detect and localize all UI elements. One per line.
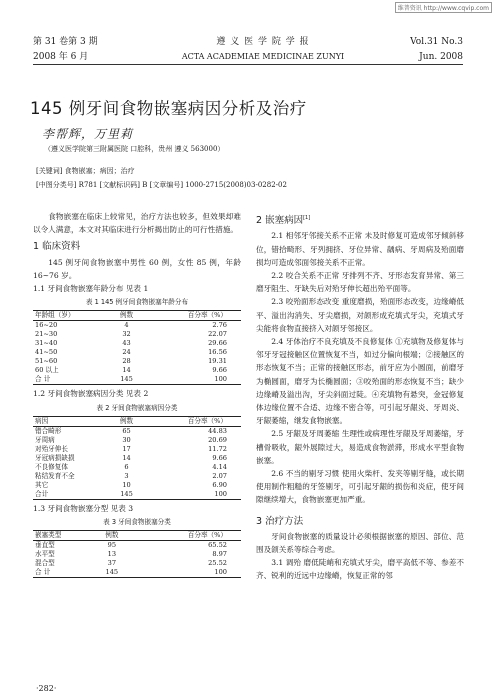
table-cell: 145 — [111, 490, 142, 500]
table-cell: 水平型 — [35, 550, 55, 559]
table-row — [33, 357, 241, 366]
table-cell: 3 — [124, 471, 129, 480]
table-row — [33, 348, 241, 357]
section-2-title: 2 嵌塞病因 — [256, 215, 304, 227]
table-2-caption: 表 2 牙间食物嵌塞病因分类 — [96, 403, 178, 412]
journal-date-en: Jun. 2008 — [419, 52, 463, 62]
table-cell: 不良修复体 — [35, 462, 68, 471]
table-cell: 6 — [124, 462, 129, 471]
table-cell: 43 — [122, 339, 131, 348]
right-column — [256, 212, 464, 583]
table-cell: 16~20 — [35, 321, 58, 330]
intro-paragraph: 食物嵌塞在临床上较常见，治疗方法也较多，但效果却难以令人满意，本文对其临床进行分析揭出防止的可行性措施。 — [33, 212, 241, 235]
table-row — [33, 559, 241, 568]
para-2-6: 2.6 不当的剔牙习惯 使用火柴杆、发夹等剔牙缝，或长期使用制作粗糙的牙签剔牙，可引起牙龈的损伤和炎症，使牙间隙继续增大，食物嵌塞更加严重。 — [256, 469, 464, 505]
page-number: ·282· — [36, 684, 57, 693]
table-cell: 2.76 — [212, 321, 227, 330]
table-cell: 51~60 — [35, 357, 58, 366]
table-cell: 65.52 — [208, 541, 227, 550]
journal-name-en: ACTA ACADEMIAE MEDICINAE ZUNYI — [181, 52, 345, 61]
table-cell: 混合型 — [35, 559, 55, 568]
table-cell: 错合畸形 — [35, 426, 62, 435]
table-row — [33, 472, 241, 481]
table-header: 百分率（%） — [142, 311, 241, 321]
table-header: 病因 — [33, 416, 111, 426]
table-cell: 合 计 — [33, 375, 111, 385]
table-cell: 21~30 — [35, 330, 58, 339]
table-cell: 14 — [122, 453, 131, 462]
table-cell: 37 — [107, 559, 117, 568]
section-2-heading — [256, 212, 464, 227]
para-2-2: 2.2 咬合关系不正常 牙排列不齐、牙形态发育异常、第三磨牙阻生、牙缺失后对殆牙伸长超出殆平面等。 — [256, 270, 464, 294]
table-row — [33, 550, 241, 559]
journal-volume: 第 31 卷第 3 期 — [33, 37, 98, 47]
table-cell: 牙周病 — [35, 435, 55, 444]
table-header: 百分率（%） — [129, 531, 241, 541]
classification: [中图分类号] R781 [文献标识码] B [文章编号] 1000-2715(2008)03-0282-02 — [36, 181, 287, 189]
table-row — [33, 339, 241, 348]
table-cell: 粘结发育不全 — [35, 471, 75, 480]
para-2-3: 2.3 咬殆面形态改变 重度磨损，殆面形态改变，边缘嵴低平、溢出沟消失、牙尖磨损，对颌形成充填式牙尖，充填式牙尖能将食物直接挤入对颌牙邻接区。 — [256, 297, 464, 333]
table-cell: 13 — [107, 550, 117, 559]
para-2-1: 2.1 相邻牙邻接关系不正常 未及时修复可造成邻牙倾斜移位，错拾畸形、牙列拥挤、牙位异常、龋病、牙周病及殆面磨损均可造成邻面邻接关系不正常。 — [256, 231, 464, 267]
subsection-1-3: 1.3 牙间食物嵌塞分型 见表 3 — [33, 503, 134, 513]
para-2-5: 2.5 牙龈及牙周萎缩 生理性或病理性牙龈及牙周萎缩，牙槽骨吸收，龈外展隙过大，易造成食物淤滞，形成水平型食物嵌塞。 — [256, 429, 464, 465]
table-cell: 20.69 — [208, 435, 227, 444]
table-cell: 4.14 — [212, 462, 227, 471]
table-cell: 32 — [122, 330, 131, 339]
para-3-1: 3.1 调殆 磨低陡峭和充填式牙尖，磨平高低不等、参差不齐、锐利的近远中边缘嵴，恢复正常的邻 — [256, 558, 464, 581]
table-cell: 17 — [122, 444, 131, 453]
table-cell: 100 — [142, 375, 241, 385]
table-row — [33, 454, 241, 463]
table-cell: 11.72 — [208, 444, 227, 453]
table-cell: 其它 — [35, 480, 49, 489]
table-cell: 95 — [107, 541, 117, 550]
table-row — [33, 321, 241, 331]
table-cell: 14 — [122, 366, 131, 375]
table-cell: 8.97 — [212, 550, 227, 559]
table-row — [33, 436, 241, 445]
keywords: [关键词] 食物嵌塞；病因；治疗 — [36, 167, 135, 175]
table-row — [33, 366, 241, 375]
table-row — [33, 426, 241, 436]
watermark: 维普资讯 http://www.cqvip.com — [395, 2, 492, 13]
table-header: 例数 — [111, 416, 142, 426]
table-cell: 25.52 — [208, 559, 227, 568]
table-cell: 2.07 — [212, 471, 227, 480]
table-cell: 6.90 — [212, 480, 227, 489]
section-2-ref: [1] — [303, 215, 311, 221]
table-cell: 4 — [124, 321, 129, 330]
table-row — [33, 568, 241, 578]
table-row — [33, 445, 241, 454]
table-row — [33, 463, 241, 472]
table-cell: 9.66 — [212, 366, 227, 375]
table-3 — [33, 530, 241, 578]
table-header: 例数 — [94, 531, 129, 541]
subsection-1-2: 1.2 牙间食物嵌塞病因分类 见表 2 — [33, 389, 149, 399]
table-header: 例数 — [111, 311, 142, 321]
table-cell: 145 — [94, 568, 129, 578]
table-3-caption: 表 3 牙间食物嵌塞分类 — [103, 518, 171, 527]
table-cell: 合计 — [33, 490, 111, 500]
table-header: 百分率（%） — [142, 416, 241, 426]
table-cell: 牙冠病损缺损 — [35, 453, 75, 462]
table-cell: 22.07 — [208, 330, 227, 339]
table-cell: 41~50 — [35, 348, 58, 357]
table-row — [33, 375, 241, 385]
table-row — [33, 481, 241, 490]
article-affiliation: （遵义医学院第三附属医院 口腔科，贵州 遵义 563000） — [44, 145, 225, 153]
table-cell: 28 — [122, 357, 131, 366]
section-3-heading: 3 治疗方法 — [256, 515, 304, 527]
table-row — [33, 541, 241, 551]
table-header: 嵌塞类型 — [33, 531, 94, 541]
table-cell: 对殆牙伸长 — [35, 444, 68, 453]
article-title: 145 例牙间食物嵌塞病因分析及治疗 — [30, 99, 307, 118]
table-cell: 30 — [122, 435, 131, 444]
table-cell: 10 — [122, 480, 131, 489]
table-header: 年龄组（岁） — [33, 311, 111, 321]
table-cell: 24 — [122, 348, 131, 357]
table-row — [33, 330, 241, 339]
table-cell: 60 以上 — [35, 366, 59, 375]
section-3-paragraph: 牙间食物嵌塞的质量设计必须根据嵌塞的原因、部位、范围及颌关系等综合考虑。 — [256, 531, 464, 555]
table-cell: 65 — [122, 426, 131, 435]
left-column — [33, 210, 241, 578]
table-cell: 合 计 — [33, 568, 94, 578]
table-cell: 145 — [111, 375, 142, 385]
table-cell: 44.83 — [208, 426, 227, 435]
table-row — [33, 490, 241, 500]
header-rule — [33, 64, 463, 65]
table-2 — [33, 416, 241, 500]
table-cell: 100 — [142, 490, 241, 500]
table-1-caption: 表 1 145 例牙间食物嵌塞年龄分布 — [85, 298, 189, 307]
table-cell: 31~40 — [35, 339, 58, 348]
section-1-heading: 1 临床资料 — [33, 241, 81, 253]
section-1-paragraph: 145 例牙间食物嵌塞中男性 60 例，女性 85 例，年龄 16~76 岁。 — [33, 257, 241, 280]
table-cell: 100 — [129, 568, 241, 578]
table-cell: 9.66 — [212, 453, 227, 462]
table-cell: 垂直型 — [35, 541, 55, 550]
article-authors: 李帮辉，万里莉 — [42, 127, 134, 141]
journal-vol-en: Vol.31 No.3 — [410, 37, 463, 47]
table-cell: 19.31 — [208, 357, 227, 366]
subsection-1-1: 1.1 牙间食物嵌塞年龄分布 见表 1 — [33, 284, 149, 294]
table-1 — [33, 310, 241, 385]
table-cell: 16.56 — [208, 348, 227, 357]
para-2-4: 2.4 牙体治疗不良充填及不良修复体 ①充填物及修复体与邻牙牙冠接触区位置恢复不当，如过分偏向根端；②接触区的形态恢复不当；正常的接触区形态，前牙应为小圆面，前磨牙为椭圆面，磨牙为长椭圆面；③咬殆面的形态恢复不当；缺少边缘嵴及溢出沟，牙尖斜面过陡。④充填物有悬突，金冠修复体边缘位置不合适、边缘不密合等，可引起牙龈炎、牙周炎、牙龈萎缩，继发食物嵌塞。 — [256, 336, 464, 426]
journal-name: 遵 义 医 学 院 学 报 — [216, 37, 310, 47]
table-cell: 29.66 — [208, 339, 227, 348]
journal-date: 2008 年 6 月 — [33, 52, 89, 62]
